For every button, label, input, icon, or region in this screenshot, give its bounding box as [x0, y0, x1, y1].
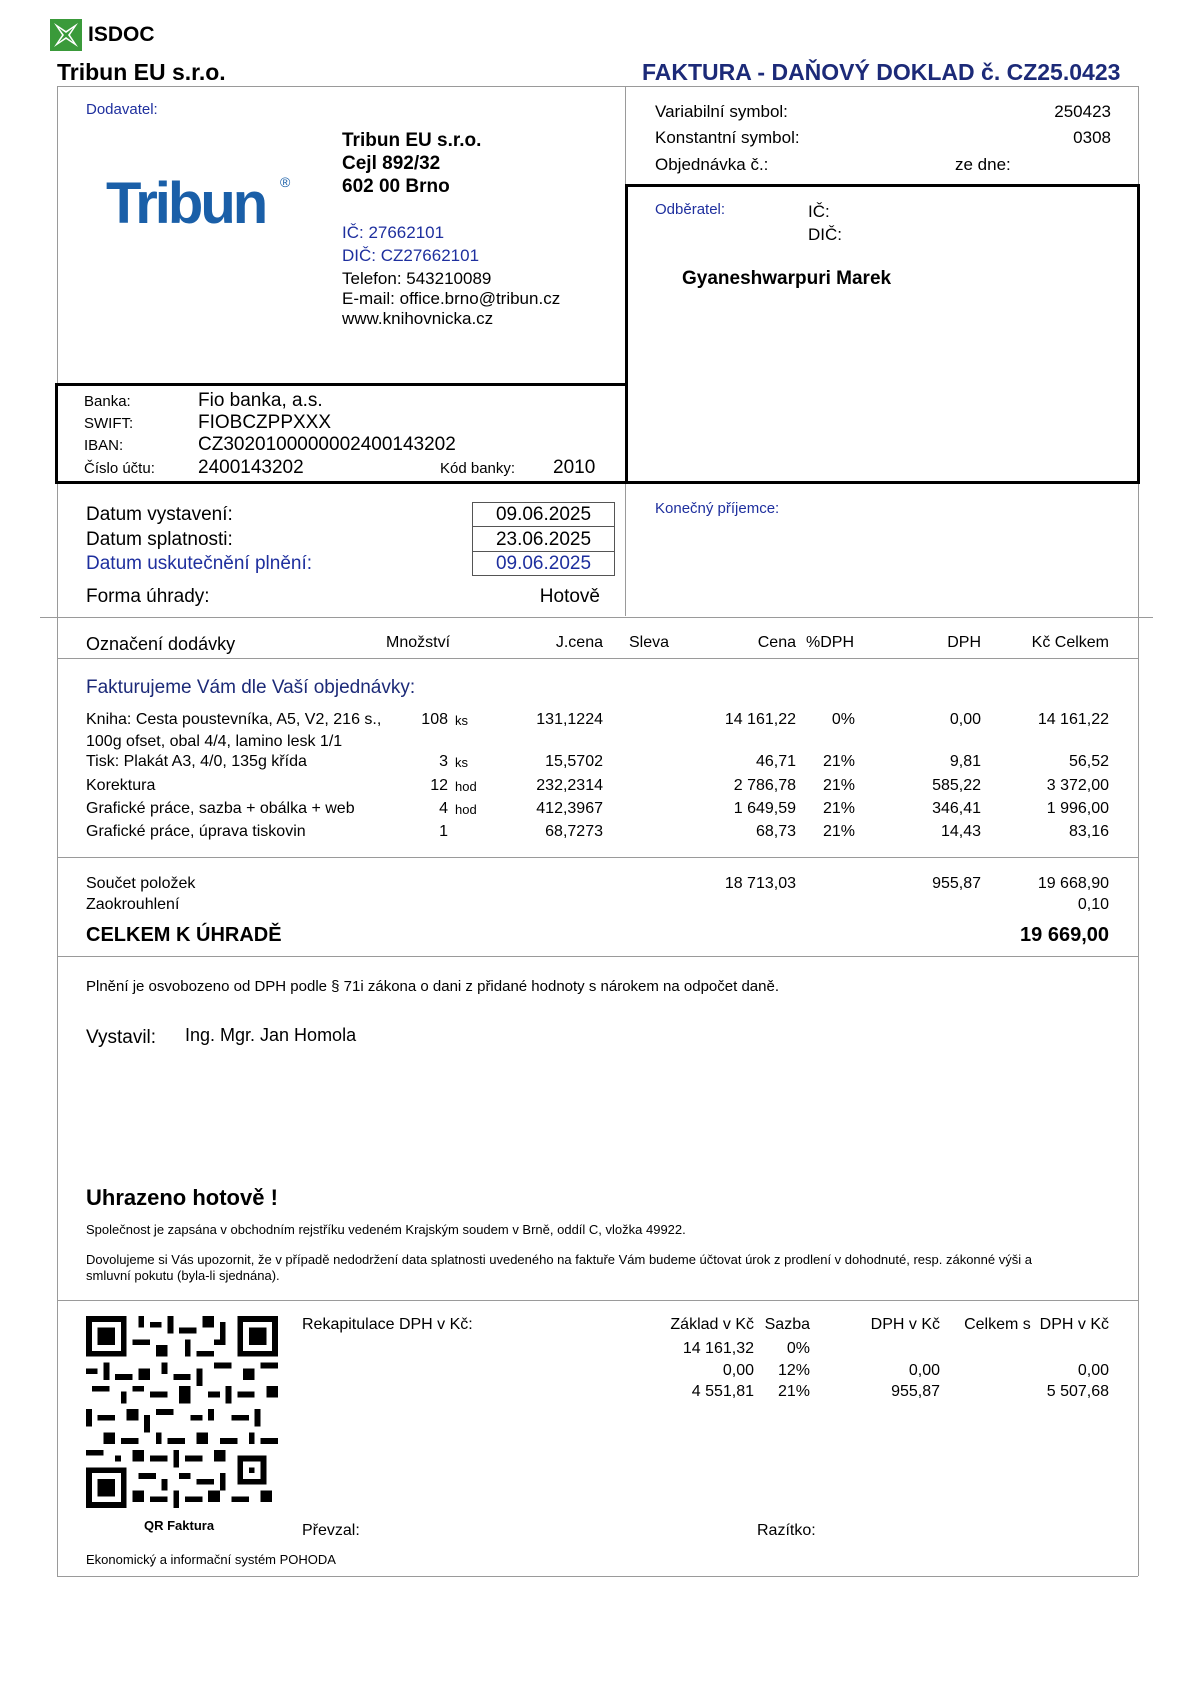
- item-total: 56,52: [1068, 753, 1109, 770]
- recap-base: 14 161,32: [682, 1340, 754, 1357]
- bank-code-label: Kód banky:: [440, 460, 516, 477]
- registry-note: Společnost je zapsána v obchodním rejstříku vedeném Krajským soudem v Brně, oddíl C, vložka 49922.: [86, 1222, 686, 1237]
- supplier-city: 602 00 Brno: [342, 176, 450, 197]
- recap-header-rate: Sazba: [764, 1316, 810, 1333]
- frame-bottom: [57, 1576, 1138, 1577]
- item-desc: Kniha: Cesta poustevníka, A5, V2, 216 s.,: [86, 711, 382, 728]
- item-unit: ks: [455, 755, 468, 770]
- account-label: Číslo účtu:: [84, 460, 155, 477]
- item-qty: 108: [421, 711, 448, 728]
- items-top-line: [40, 617, 1153, 618]
- account-value: 2400143202: [198, 457, 304, 478]
- item-vat-rate: 21%: [822, 753, 855, 770]
- recap-rate: 21%: [777, 1383, 810, 1400]
- vs-label: Variabilní symbol:: [655, 102, 788, 121]
- issuer-name: Ing. Mgr. Jan Homola: [185, 1025, 357, 1045]
- item-price: 14 161,22: [724, 711, 796, 728]
- date-box-sep1: [472, 526, 615, 527]
- warning-line-1: Dovolujeme si Vás upozornit, že v případě nedodržení data splatnosti uvedeného na faktuře Vám budeme účtovat úrok z prodlení v dohodnuté, resp. zákonné výši a: [86, 1252, 1032, 1267]
- col-total: Kč Celkem: [1031, 634, 1109, 651]
- ks-label: Konstantní symbol:: [655, 128, 800, 147]
- isdoc-logo-icon: [50, 19, 82, 51]
- qr-code-icon: [86, 1316, 278, 1508]
- recap-rate: 12%: [777, 1362, 810, 1379]
- recap-vat: 0,00: [908, 1362, 940, 1379]
- supplier-web: www.knihovnicka.cz: [342, 309, 494, 328]
- customer-ic-label: IČ:: [808, 202, 830, 221]
- item-vat-rate: 21%: [822, 800, 855, 817]
- bank-code-value: 2010: [553, 457, 596, 478]
- item-vat-rate: 21%: [822, 823, 855, 840]
- payment-value: Hotově: [539, 586, 600, 607]
- bank-value: Fio banka, a.s.: [198, 390, 323, 411]
- item-desc: Tisk: Plakát A3, 4/0, 135g křída: [86, 753, 307, 770]
- recap-header-total: Celkem s DPH v Kč: [964, 1316, 1109, 1333]
- recap-base: 0,00: [722, 1362, 754, 1379]
- summary-bottom-line: [57, 956, 1138, 957]
- supplier-label: Dodavatel:: [86, 101, 158, 118]
- final-recipient-label: Konečný příjemce:: [655, 500, 780, 517]
- sum-label: Součet položek: [86, 875, 196, 892]
- col-vat-rate: %DPH: [806, 634, 855, 651]
- order-date-label: ze dne:: [955, 155, 1011, 174]
- recap-header-base: Základ v Kč: [670, 1316, 754, 1333]
- supplier-dic: DIČ: CZ27662101: [342, 246, 480, 265]
- item-total: 83,16: [1068, 823, 1109, 840]
- recap-total: 0,00: [1077, 1362, 1109, 1379]
- item-total: 1 996,00: [1046, 800, 1109, 817]
- recap-top-line: [57, 1300, 1138, 1301]
- footer-system: Ekonomický a informační systém POHODA: [86, 1552, 336, 1567]
- tribun-logo-text: Tribun: [106, 171, 266, 236]
- frame-top: [57, 86, 1138, 87]
- issuer-label: Vystavil:: [86, 1027, 157, 1048]
- vat-recap-label: Rekapitulace DPH v Kč:: [302, 1316, 473, 1333]
- item-desc: Korektura: [86, 777, 156, 794]
- issue-date-value: 09.06.2025: [495, 504, 592, 525]
- col-qty: Množství: [386, 634, 451, 651]
- customer-name: Gyaneshwarpuri Marek: [682, 268, 892, 289]
- item-vat: 9,81: [949, 753, 981, 770]
- item-desc: Grafické práce, úprava tiskovin: [86, 823, 306, 840]
- customer-dic-label: DIČ:: [808, 225, 842, 244]
- item-unit-price: 68,7273: [545, 823, 603, 840]
- tribun-logo: [106, 170, 291, 237]
- item-qty: 1: [439, 823, 448, 840]
- round-label: Zaokrouhlení: [86, 896, 180, 913]
- ks-value: 0308: [1073, 128, 1111, 147]
- swift-value: FIOBCZPPXXX: [198, 412, 332, 433]
- date-box-sep2: [472, 551, 615, 552]
- taxable-date-label: Datum uskutečnění plnění:: [86, 553, 313, 574]
- bank-label: Banka:: [84, 393, 131, 410]
- item-unit: hod: [455, 802, 477, 817]
- item-unit-price: 232,2314: [536, 777, 603, 794]
- recap-vat: 955,87: [891, 1383, 940, 1400]
- isdoc-logo-text: ISDOC: [88, 23, 155, 46]
- due-date-value: 23.06.2025: [495, 529, 592, 550]
- stamp-label: Razítko:: [757, 1522, 816, 1539]
- recap-header-vat: DPH v Kč: [870, 1316, 940, 1333]
- supplier-ic: IČ: 27662101: [342, 223, 445, 242]
- customer-label: Odběratel:: [655, 201, 726, 218]
- item-qty: 3: [439, 753, 448, 770]
- item-desc: Grafické práce, sazba + obálka + web: [86, 800, 355, 817]
- registered-mark-icon: ®: [280, 174, 291, 190]
- summary-top-line: [57, 857, 1138, 858]
- col-unit-price: J.cena: [555, 634, 603, 651]
- total-value: 19 669,00: [1020, 924, 1109, 946]
- sum-vat: 955,87: [932, 875, 981, 892]
- round-value: 0,10: [1077, 896, 1109, 913]
- item-unit-price: 131,1224: [536, 711, 603, 728]
- item-vat-rate: 0%: [831, 711, 855, 728]
- item-unit: ks: [455, 713, 468, 728]
- recap-total: 5 507,68: [1046, 1383, 1109, 1400]
- supplier-phone: Telefon: 543210089: [342, 269, 492, 288]
- company-title: Tribun EU s.r.o.: [57, 59, 226, 85]
- item-price: 46,71: [755, 753, 796, 770]
- recap-rate: 0%: [786, 1340, 810, 1357]
- item-price: 2 786,78: [733, 777, 796, 794]
- document-title: FAKTURA - DAŇOVÝ DOKLAD č. CZ25.0423: [642, 59, 1121, 85]
- item-total: 3 372,00: [1046, 777, 1109, 794]
- supplier-street: Cejl 892/32: [342, 153, 441, 174]
- col-discount: Sleva: [629, 634, 670, 651]
- col-price: Cena: [757, 634, 796, 651]
- iban-label: IBAN:: [84, 437, 124, 454]
- item-vat: 0,00: [949, 711, 981, 728]
- total-label: CELKEM K ÚHRADĚ: [86, 924, 282, 946]
- customer-box: [625, 184, 1140, 484]
- vat-note: Plnění je osvobozeno od DPH podle § 71i zákona o dani z přidané hodnoty s nárokem na odpočet daně.: [86, 978, 779, 995]
- sum-total: 19 668,90: [1037, 875, 1109, 892]
- sum-price: 18 713,03: [724, 875, 796, 892]
- qr-label: QR Faktura: [144, 1518, 215, 1533]
- iban-value: CZ3020100000002400143202: [198, 434, 456, 455]
- supplier-email: E-mail: office.brno@tribun.cz: [342, 289, 561, 308]
- supplier-name: Tribun EU s.r.o.: [342, 130, 482, 151]
- swift-label: SWIFT:: [84, 415, 134, 432]
- item-qty: 12: [430, 777, 448, 794]
- item-unit: hod: [455, 779, 477, 794]
- item-desc2: 100g ofset, obal 4/4, lamino lesk 1/1: [86, 733, 343, 750]
- item-vat-rate: 21%: [822, 777, 855, 794]
- taxable-date-value: 09.06.2025: [495, 553, 592, 574]
- items-intro: Fakturujeme Vám dle Vaší objednávky:: [86, 677, 416, 698]
- payment-label: Forma úhrady:: [86, 586, 210, 607]
- col-desc: Označení dodávky: [86, 634, 236, 654]
- issue-date-label: Datum vystavení:: [86, 504, 233, 525]
- recap-base: 4 551,81: [691, 1383, 754, 1400]
- item-unit-price: 15,5702: [545, 753, 603, 770]
- item-vat: 14,43: [940, 823, 981, 840]
- item-price: 68,73: [755, 823, 796, 840]
- items-header-line: [57, 658, 1138, 659]
- item-price: 1 649,59: [733, 800, 796, 817]
- item-qty: 4: [439, 800, 448, 817]
- col-vat: DPH: [947, 634, 981, 651]
- item-vat: 346,41: [932, 800, 981, 817]
- vs-value: 250423: [1054, 102, 1111, 121]
- order-label: Objednávka č.:: [655, 155, 769, 174]
- item-vat: 585,22: [932, 777, 981, 794]
- item-total: 14 161,22: [1037, 711, 1109, 728]
- item-unit-price: 412,3967: [536, 800, 603, 817]
- due-date-label: Datum splatnosti:: [86, 529, 233, 550]
- received-label: Převzal:: [302, 1522, 360, 1539]
- warning-line-2: smluvní pokutu (byla-li sjednána).: [86, 1268, 280, 1283]
- frame-left: [57, 86, 58, 1576]
- paid-heading: Uhrazeno hotově !: [86, 1185, 278, 1210]
